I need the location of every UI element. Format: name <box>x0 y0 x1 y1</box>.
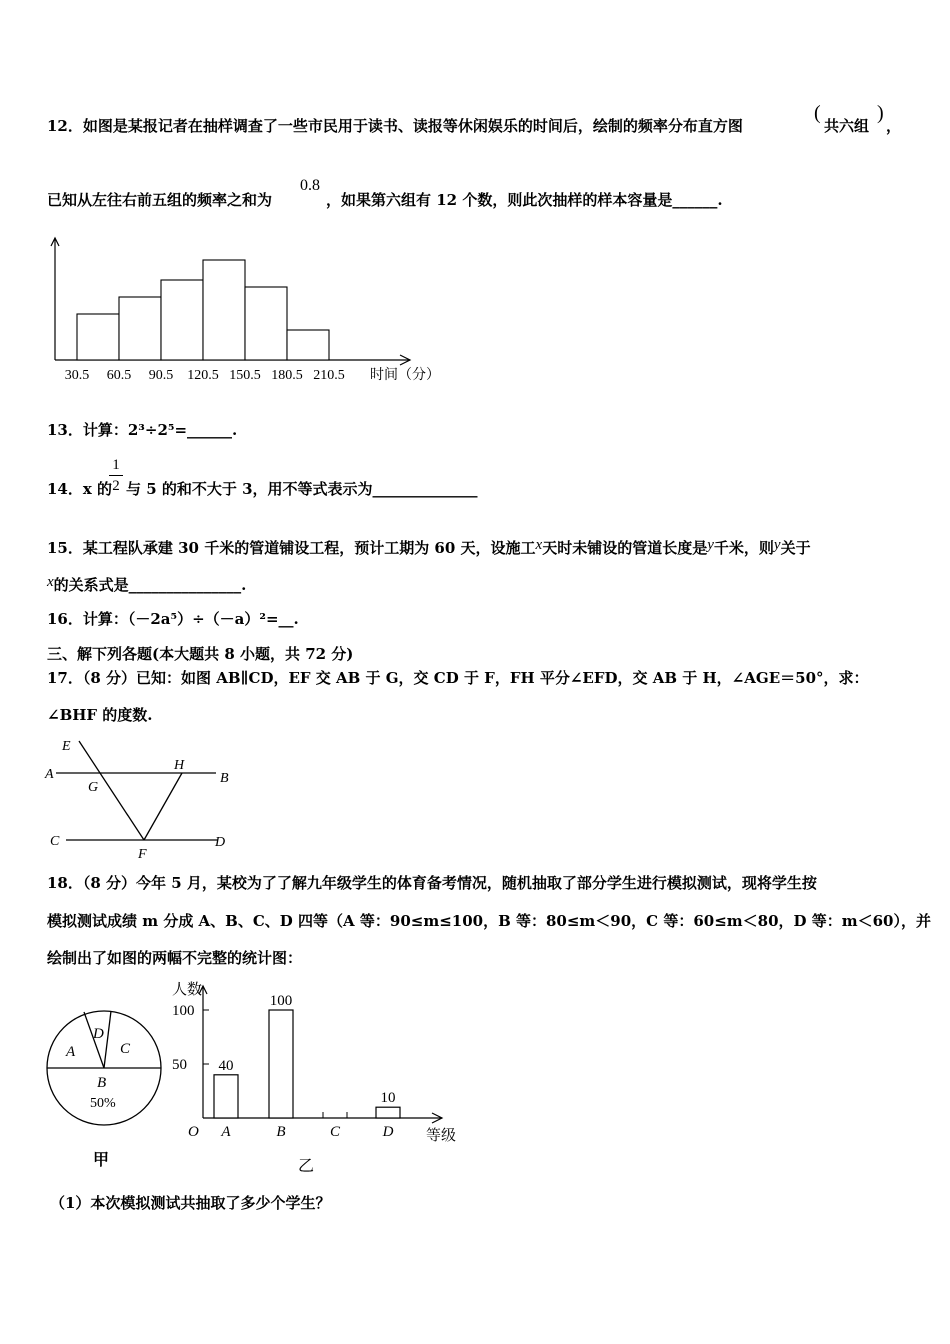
label-b: B <box>220 771 229 786</box>
histogram-bar-2 <box>119 297 161 360</box>
q12-line2-post: ，如果第六组有 12 个数，则此次抽样的样本容量是______. <box>326 191 723 209</box>
q14-fraction-den: 2 <box>112 478 120 494</box>
bar-b <box>269 1010 293 1118</box>
section-3-heading: 三、解下列各题(本大题共 8 小题，共 72 分) <box>47 645 354 663</box>
q15-line2-text: 的关系式是_______________. <box>53 576 247 594</box>
histogram-bar-5 <box>245 287 287 360</box>
histogram-bars <box>77 260 329 360</box>
q15-var-y: y <box>707 537 714 553</box>
pie-label-d: D <box>93 1026 104 1042</box>
pie-label-c: C <box>120 1041 131 1057</box>
q14-pre: 14．x 的 <box>47 480 113 498</box>
q18-sub1: （1）本次模拟测试共抽取了多少个学生？ <box>50 1194 331 1212</box>
histogram-tick-label: 210.5 <box>313 368 345 383</box>
label-f: F <box>138 847 147 862</box>
q15-line1-a: 15．某工程队承建 30 千米的管道铺设工程，预计工期为 60 天，设施工 <box>47 539 536 557</box>
pie-label-a: A <box>66 1044 76 1060</box>
q14-fraction <box>109 456 123 495</box>
q15-var-x: x <box>535 537 543 553</box>
bar-y-label: 人数 <box>172 982 203 998</box>
bar-a <box>214 1075 238 1118</box>
pie-caption: 甲 <box>93 1152 110 1169</box>
bar-origin: O <box>188 1124 199 1140</box>
histogram-bar-4 <box>203 260 245 360</box>
q12-histogram <box>40 232 460 392</box>
pie-label-b: B <box>97 1075 107 1091</box>
bar-category-label-a: A <box>221 1124 231 1140</box>
bar-value-label-a: 40 <box>218 1057 234 1074</box>
bar-category-label-b: B <box>276 1124 286 1140</box>
bar-value-label-b: 100 <box>269 993 293 1009</box>
q12-line2 <box>47 190 272 210</box>
q12-line2-pre: 已知从左往右前五组的频率之和为 <box>47 191 273 209</box>
label-d: D <box>215 835 226 850</box>
q12-line1-text: 12．如图是某报记者在抽样调查了一些市民用于读书、读报等休闲娱乐的时间后，绘制的频率分布直方图 <box>47 117 743 135</box>
histogram-bar-6 <box>287 330 329 360</box>
q14-fraction-bar <box>109 475 123 476</box>
q15-line2 <box>47 575 246 596</box>
bar-category-label-c: C <box>329 1124 341 1140</box>
q12-paren-close: ) <box>877 102 884 124</box>
bar-x-label: 等级 <box>426 1128 457 1144</box>
histogram-bar-3 <box>161 280 203 360</box>
q12-value: 0.8 <box>300 177 320 194</box>
label-a: A <box>45 767 54 782</box>
q15-line1-b: 天时未铺设的管道长度是 <box>542 539 708 557</box>
q15-var-x2: x <box>47 574 54 590</box>
histogram-tick-label: 90.5 <box>148 368 174 383</box>
q12-paren-text: 共六组 <box>824 117 870 135</box>
bar-d <box>376 1107 400 1118</box>
q17-geometry-figure <box>42 733 242 863</box>
label-c: C <box>50 834 60 849</box>
bar-y-tick-label: 100 <box>172 1003 195 1019</box>
q14-fraction-num: 1 <box>112 457 120 473</box>
histogram-tick-label: 180.5 <box>271 368 303 383</box>
label-g: G <box>88 780 99 795</box>
q17-line2: ∠BHF 的度数. <box>47 706 153 724</box>
q15-line1-c: 千米，则 <box>713 539 774 557</box>
bar-caption: 乙 <box>298 1158 315 1175</box>
q18-line1: 18．（8 分）今年 5 月，某校为了了解九年级学生的体育备考情况，随机抽取了部分学生进行模拟测试，现将学生按 <box>47 874 817 892</box>
pie-divider-dc <box>104 1011 111 1068</box>
bar-category-label-d: D <box>382 1124 394 1140</box>
histogram-x-label: 时间（分） <box>370 368 440 383</box>
q18-bar-chart <box>170 978 470 1178</box>
q18-line3: 绘制出了如图的两幅不完整的统计图： <box>47 949 303 967</box>
histogram-tick-label: 120.5 <box>187 368 219 383</box>
histogram-tick-label: 60.5 <box>106 368 132 383</box>
histogram-tick-label: 150.5 <box>229 368 261 383</box>
histogram-tick-label: 30.5 <box>64 368 90 383</box>
bar-y-tick-label: 50 <box>172 1057 187 1073</box>
q12-paren-open: ( <box>814 102 821 124</box>
q18-line2: 模拟测试成绩 m 分成 A、B、C、D 四等（A 等：90≤m≤100，B 等：80≤m＜90，C 等：60≤m＜80，D 等：m＜60），并 <box>47 912 931 930</box>
q15-line1-d: 关于 <box>780 539 811 557</box>
histogram-bar-1 <box>77 314 119 360</box>
q16: 16．计算：（－2a⁵）÷（－a）²=__. <box>47 610 299 628</box>
q15-var-y2: y <box>773 537 781 553</box>
pie-b-percent: 50% <box>90 1096 116 1111</box>
q14-post: 与 5 的和不大于 3，用不等式表示为______________ <box>126 480 478 498</box>
q12-comma: ， <box>886 117 902 135</box>
line-fh <box>144 773 182 840</box>
q18-pie-chart <box>38 1000 178 1190</box>
q15-line1 <box>47 538 811 559</box>
q12-line1 <box>47 116 743 136</box>
label-h: H <box>174 758 185 773</box>
q17-line1: 17．（8 分）已知：如图 AB∥CD，EF 交 AB 于 G，交 CD 于 F，FH 平分∠EFD，交 AB 于 H，∠AGE＝50°，求： <box>47 669 869 687</box>
q13: 13．计算：2³÷2⁵=______. <box>47 421 238 439</box>
label-e: E <box>62 739 71 754</box>
bar-value-label-d: 10 <box>380 1090 396 1107</box>
histogram-ticks <box>65 368 345 383</box>
